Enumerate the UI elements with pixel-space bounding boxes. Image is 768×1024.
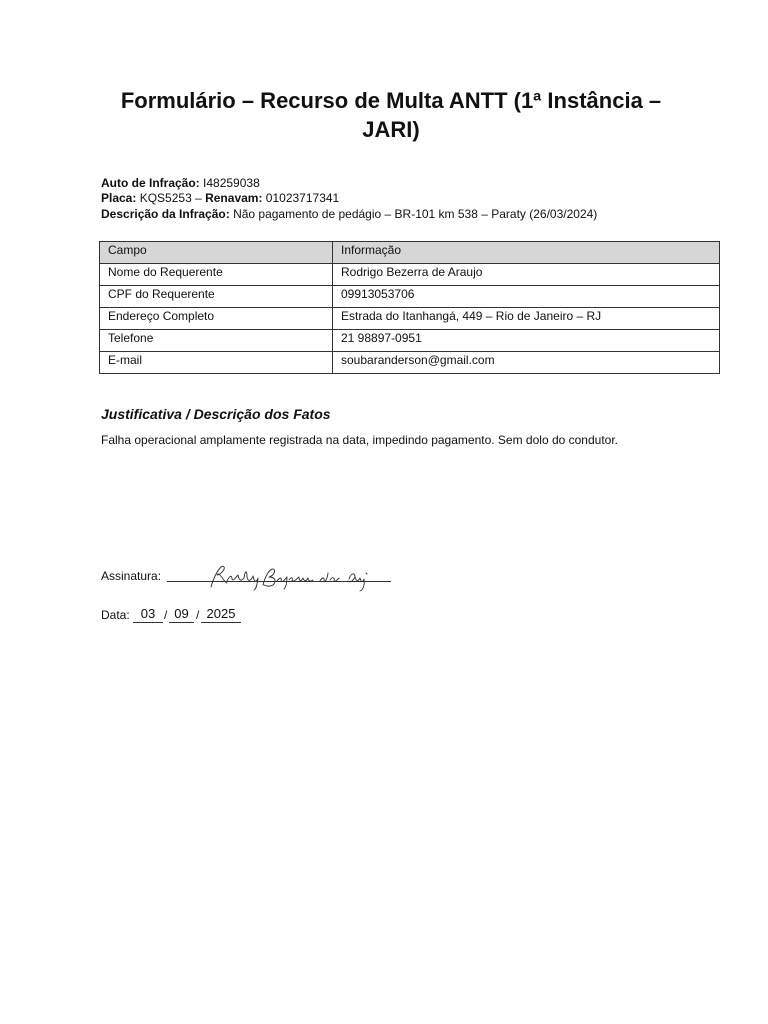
placa-value: KQS5253 – <box>139 191 202 205</box>
field-value-cell: soubaranderson@gmail.com <box>333 352 720 374</box>
requerente-table <box>99 241 720 374</box>
field-name-cell: Telefone <box>100 330 333 352</box>
field-value-cell: 21 98897-0951 <box>333 330 720 352</box>
table-row <box>100 264 720 286</box>
document-title: Formulário – Recurso de Multa ANTT (1ª Instância – JARI) <box>120 88 662 142</box>
table-row <box>100 308 720 330</box>
descricao-value: Não pagamento de pedágio – BR-101 km 538 – Paraty (26/03/2024) <box>233 207 598 221</box>
auto-infracao-value: I48259038 <box>203 176 260 190</box>
placa-line <box>101 190 339 206</box>
signature-row <box>101 567 401 587</box>
column-header-informacao: Informação <box>333 242 720 264</box>
date-separator: / <box>196 608 200 622</box>
table-row <box>100 352 720 374</box>
date-separator: / <box>164 608 168 622</box>
placa-label: Placa: <box>101 191 137 205</box>
renavam-value: 01023717341 <box>265 191 340 205</box>
auto-infracao-line <box>101 175 260 191</box>
handwritten-signature <box>203 559 373 593</box>
date-row <box>101 604 301 624</box>
field-name-cell: E-mail <box>100 352 333 374</box>
field-name-cell: Nome do Requerente <box>100 264 333 286</box>
date-year: 2025 <box>201 606 241 623</box>
descricao-line <box>101 206 597 222</box>
date-day: 03 <box>133 606 163 623</box>
field-value-cell: Rodrigo Bezerra de Araujo <box>333 264 720 286</box>
field-value-cell: Estrada do Itanhangá, 449 – Rio de Janeiro – RJ <box>333 308 720 330</box>
date-label: Data: <box>101 608 130 622</box>
auto-infracao-label: Auto de Infração: <box>101 176 200 190</box>
justificativa-heading: Justificativa / Descrição dos Fatos <box>101 406 331 422</box>
date-month: 09 <box>169 606 194 623</box>
justificativa-text: Falha operacional amplamente registrada na data, impedindo pagamento. Sem dolo do condutor. <box>101 433 619 447</box>
field-name-cell: CPF do Requerente <box>100 286 333 308</box>
field-value-cell: 09913053706 <box>333 286 720 308</box>
table-row <box>100 330 720 352</box>
column-header-campo: Campo <box>100 242 333 264</box>
field-name-cell: Endereço Completo <box>100 308 333 330</box>
table-header-row <box>100 242 720 264</box>
renavam-label: Renavam: <box>205 191 263 205</box>
table-row <box>100 286 720 308</box>
signature-label: Assinatura: <box>101 569 162 583</box>
descricao-label: Descrição da Infração: <box>101 207 230 221</box>
